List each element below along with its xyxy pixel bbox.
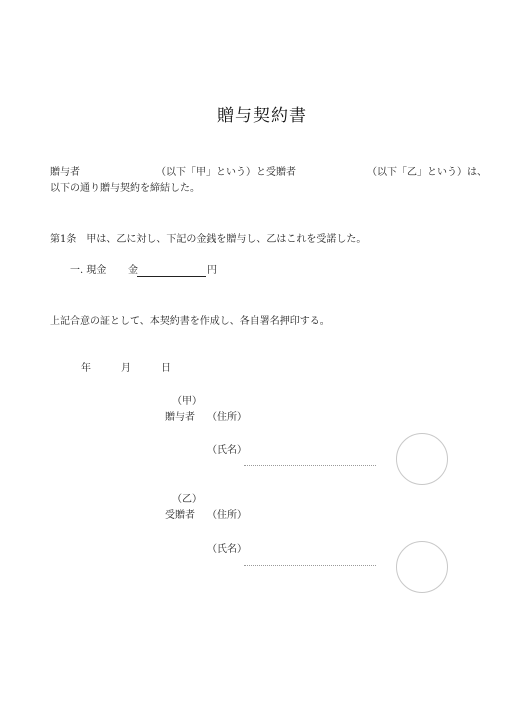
item-cash-label: 一. 現金	[70, 265, 107, 276]
document-title: 贈与契約書	[217, 106, 307, 126]
party-a-address-label: （住所）	[207, 412, 247, 423]
item-yen-label: 円	[207, 265, 217, 276]
party-b-tag: （乙）	[172, 494, 202, 505]
party-a-tag: （甲）	[172, 396, 202, 407]
amount-blank	[137, 276, 206, 277]
item-kin-label: 金	[128, 265, 138, 276]
party-a-signature-line	[244, 465, 376, 466]
intro-giver-define: （以下「甲」という）と受贈者	[156, 167, 296, 178]
closing-sentence: 上記合意の証として、本契約書を作成し、各自署名押印する。	[50, 316, 330, 327]
party-a-role: 贈与者	[165, 412, 195, 423]
party-b-role: 受贈者	[165, 510, 195, 521]
article-1: 第1条 甲は、乙に対し、下記の金銭を贈与し、乙はこれを受諾した。	[50, 234, 367, 245]
party-b-address-label: （住所）	[207, 510, 247, 521]
party-a-name-label: （氏名）	[207, 445, 247, 456]
party-a-seal-circle	[396, 433, 448, 485]
date-day-label: 日	[161, 363, 171, 374]
intro-receiver-define: （以下「乙」という）は、	[367, 167, 487, 178]
date-month-label: 月	[121, 363, 131, 374]
date-year-label: 年	[81, 363, 91, 374]
intro-line-2: 以下の通り贈与契約を締結した。	[50, 183, 200, 194]
party-b-seal-circle	[396, 541, 448, 593]
party-b-name-label: （氏名）	[207, 544, 247, 555]
party-b-signature-line	[244, 565, 376, 566]
intro-giver-label: 贈与者	[50, 167, 80, 178]
